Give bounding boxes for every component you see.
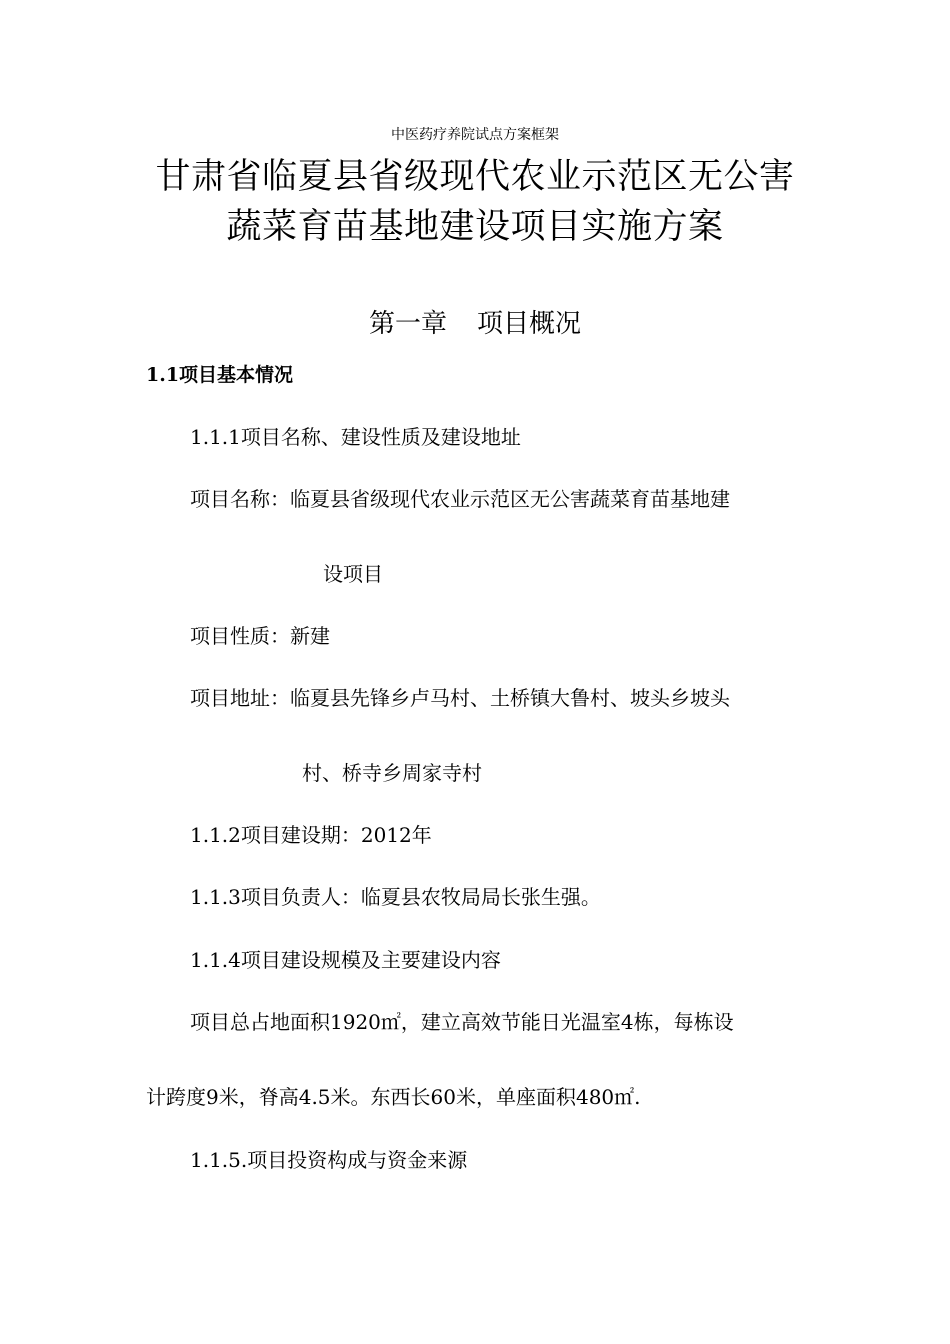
- project-address-line-2: 村、桥寺乡周家寺村: [302, 761, 482, 785]
- scale-line-2: 计跨度9米，脊高4.5米。东西长60米，单座面积480㎡.: [146, 1085, 641, 1109]
- chapter-title: 项目概况: [477, 309, 582, 339]
- project-address-line-1: 项目地址：临夏县先锋乡卢马村、土桥镇大鲁村、坡头乡坡头: [190, 686, 730, 710]
- page-header: 中医药疗养院试点方案框架: [391, 127, 559, 143]
- subsection-1-1-2: 1.1.2项目建设期：2012年: [190, 823, 432, 847]
- subsection-1-1-5: 1.1.5.项目投资构成与资金来源: [190, 1148, 468, 1172]
- project-name-line-1: 项目名称：临夏县省级现代农业示范区无公害蔬菜育苗基地建: [190, 487, 730, 511]
- subsection-1-1-4: 1.1.4项目建设规模及主要建设内容: [190, 948, 501, 972]
- chapter-heading: [0, 311, 950, 337]
- subsection-1-1-1: 1.1.1项目名称、建设性质及建设地址: [190, 425, 521, 449]
- project-nature: 项目性质：新建: [190, 624, 330, 648]
- project-name-line-2: 设项目: [323, 562, 383, 586]
- section-heading-1-1: 1.1项目基本情况: [146, 364, 294, 386]
- scale-line-1: 项目总占地面积1920㎡，建立高效节能日光温室4栋，每栋设: [190, 1010, 734, 1034]
- document-title-line-2: 蔬菜育苗基地建设项目实施方案: [226, 207, 724, 247]
- subsection-1-1-3: 1.1.3项目负责人：临夏县农牧局局长张生强。: [190, 885, 601, 909]
- chapter-number: 第一章: [368, 309, 447, 339]
- document-title-line-1: 甘肃省临夏县省级现代农业示范区无公害: [155, 157, 795, 197]
